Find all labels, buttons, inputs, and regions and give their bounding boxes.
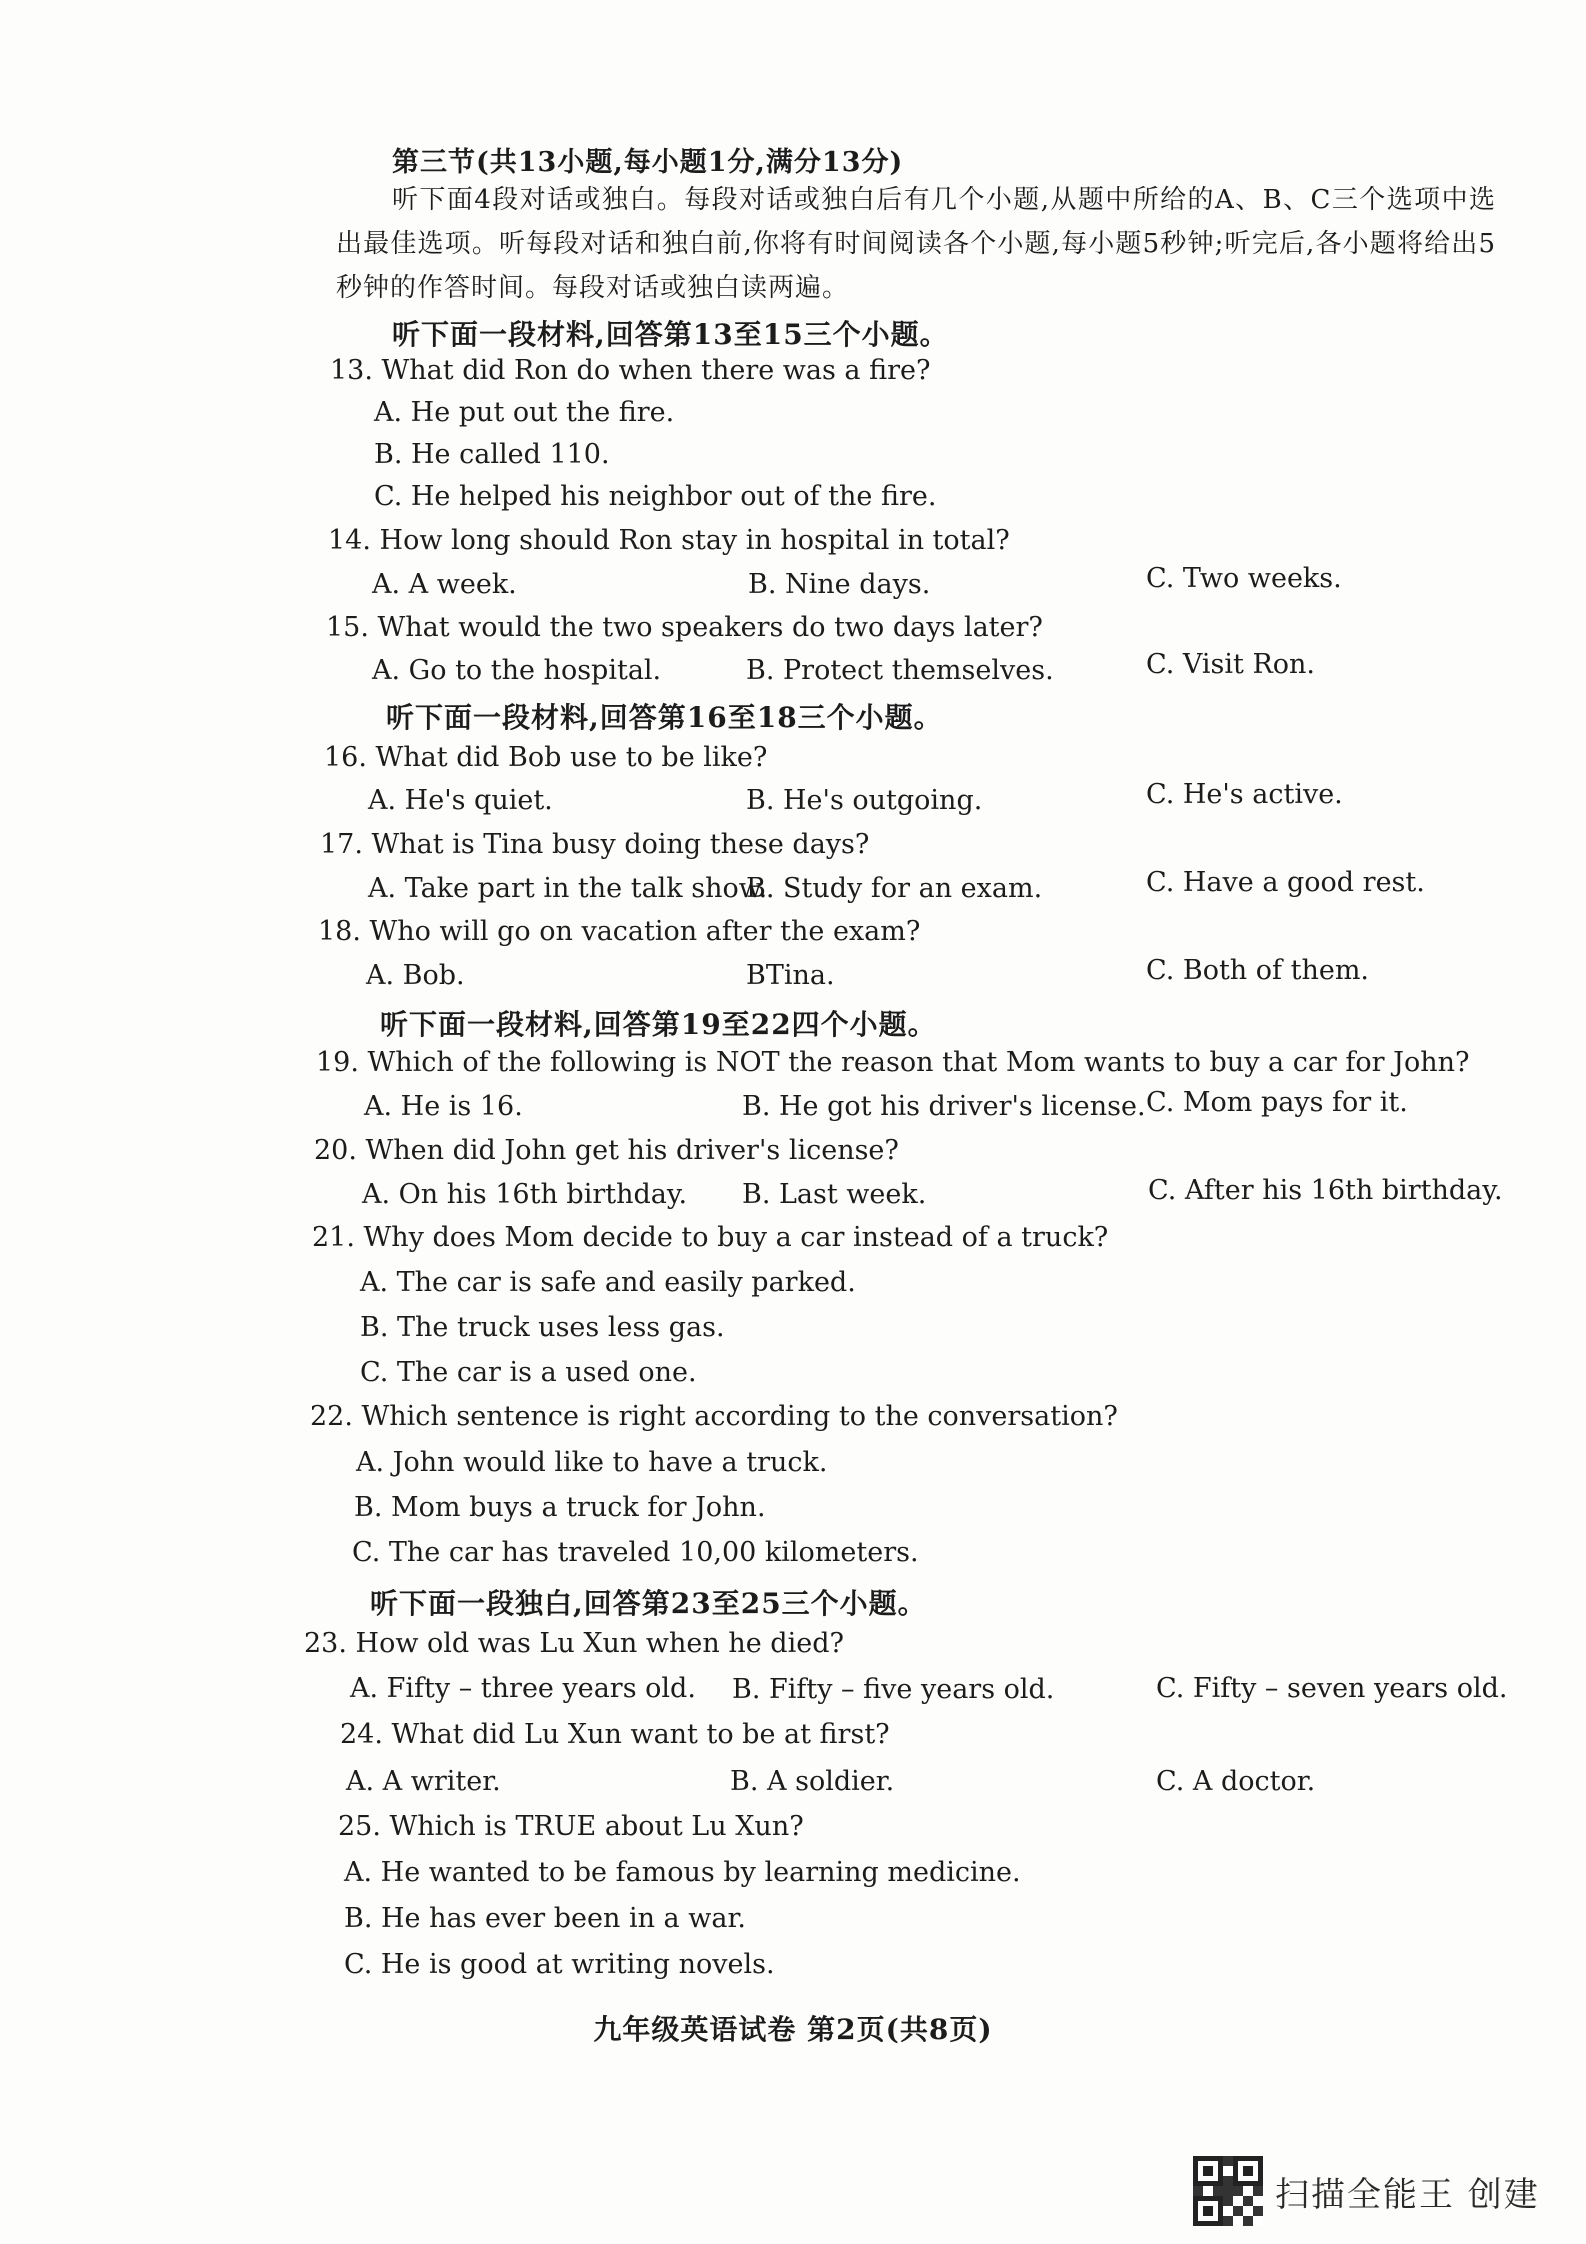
option-20-a: A. On his 16th birthday. xyxy=(362,1179,688,1210)
option-23-b: B. Fifty – five years old. xyxy=(732,1674,1055,1705)
question-14: 14. How long should Ron stay in hospital in total? xyxy=(328,525,1010,556)
option-15-a: A. Go to the hospital. xyxy=(372,655,662,686)
question-25: 25. Which is TRUE about Lu Xun? xyxy=(338,1811,804,1842)
option-24-c: C. A doctor. xyxy=(1156,1766,1316,1797)
option-17-a: A. Take part in the talk show. xyxy=(368,873,768,904)
option-22-c: C. The car has traveled 10,00 kilometers. xyxy=(352,1537,919,1568)
question-15: 15. What would the two speakers do two days later? xyxy=(326,612,1043,643)
option-16-c: C. He's active. xyxy=(1146,779,1343,810)
option-18-b: BTina. xyxy=(746,960,835,991)
option-19-c: C. Mom pays for it. xyxy=(1146,1087,1408,1118)
question-24: 24. What did Lu Xun want to be at first? xyxy=(340,1719,890,1750)
option-19-b: B. He got his driver's license. xyxy=(742,1091,1146,1122)
option-21-a: A. The car is safe and easily parked. xyxy=(360,1267,856,1298)
option-21-c: C. The car is a used one. xyxy=(360,1357,697,1388)
option-16-a: A. He's quiet. xyxy=(368,785,553,816)
section-title: 第三节(共13小题,每小题1分,满分13分) xyxy=(392,147,904,178)
qr-code-icon xyxy=(1193,2156,1263,2226)
scanner-watermark xyxy=(1193,2156,1540,2226)
option-13-b: B. He called 110. xyxy=(374,439,610,470)
question-23: 23. How old was Lu Xun when he died? xyxy=(304,1628,844,1659)
option-16-b: B. He's outgoing. xyxy=(746,785,983,816)
question-22: 22. Which sentence is right according to the conversation? xyxy=(310,1401,1118,1432)
option-14-a: A. A week. xyxy=(372,569,517,600)
page-footer: 九年级英语试卷 第2页(共8页) xyxy=(593,2013,993,2046)
section-instructions: 听下面4段对话或独白。每段对话或独白后有几个小题,从题中所给的A、B、C三个选项中选出最佳选项。听每段对话和独白前,你将有时间阅读各个小题,每小题5秒钟;听完后,各小题将给出5秒钟的作答时间。每段对话或独白读两遍。 xyxy=(336,185,1496,303)
part-heading: 听下面一段独白,回答第23至25三个小题。 xyxy=(370,1587,927,1620)
option-18-a: A. Bob. xyxy=(366,960,465,991)
question-19: 19. Which of the following is NOT the reason that Mom wants to buy a car for John? xyxy=(316,1047,1470,1078)
watermark-text: 扫描全能王 创建 xyxy=(1275,2174,1540,2215)
question-13: 13. What did Ron do when there was a fire? xyxy=(330,355,931,386)
option-25-c: C. He is good at writing novels. xyxy=(344,1949,775,1980)
option-20-b: B. Last week. xyxy=(742,1179,927,1210)
option-17-c: C. Have a good rest. xyxy=(1146,867,1425,898)
option-17-b: B. Study for an exam. xyxy=(746,873,1043,904)
option-23-c: C. Fifty – seven years old. xyxy=(1156,1673,1508,1704)
option-19-a: A. He is 16. xyxy=(364,1091,523,1122)
question-18: 18. Who will go on vacation after the exam? xyxy=(318,916,921,947)
option-24-a: A. A writer. xyxy=(346,1766,501,1797)
option-25-a: A. He wanted to be famous by learning medicine. xyxy=(344,1857,1021,1888)
option-23-a: A. Fifty – three years old. xyxy=(350,1673,696,1704)
option-22-a: A. John would like to have a truck. xyxy=(356,1447,828,1478)
option-22-b: B. Mom buys a truck for John. xyxy=(354,1492,766,1523)
option-15-b: B. Protect themselves. xyxy=(746,655,1054,686)
option-15-c: C. Visit Ron. xyxy=(1146,649,1316,680)
part-heading: 听下面一段材料,回答第19至22四个小题。 xyxy=(380,1008,937,1041)
option-24-b: B. A soldier. xyxy=(730,1766,895,1797)
question-21: 21. Why does Mom decide to buy a car instead of a truck? xyxy=(312,1222,1109,1253)
option-14-b: B. Nine days. xyxy=(748,569,931,600)
option-13-a: A. He put out the fire. xyxy=(374,397,675,428)
option-14-c: C. Two weeks. xyxy=(1146,563,1342,594)
option-21-b: B. The truck uses less gas. xyxy=(360,1312,725,1343)
question-16: 16. What did Bob use to be like? xyxy=(324,742,768,773)
part-heading: 听下面一段材料,回答第16至18三个小题。 xyxy=(386,701,943,734)
option-25-b: B. He has ever been in a war. xyxy=(344,1903,746,1934)
option-18-c: C. Both of them. xyxy=(1146,955,1370,986)
option-13-c: C. He helped his neighbor out of the fire. xyxy=(374,481,937,512)
question-20: 20. When did John get his driver's license? xyxy=(314,1135,899,1166)
part-heading: 听下面一段材料,回答第13至15三个小题。 xyxy=(392,318,949,351)
question-17: 17. What is Tina busy doing these days? xyxy=(320,829,870,860)
option-20-c: C. After his 16th birthday. xyxy=(1148,1175,1503,1206)
